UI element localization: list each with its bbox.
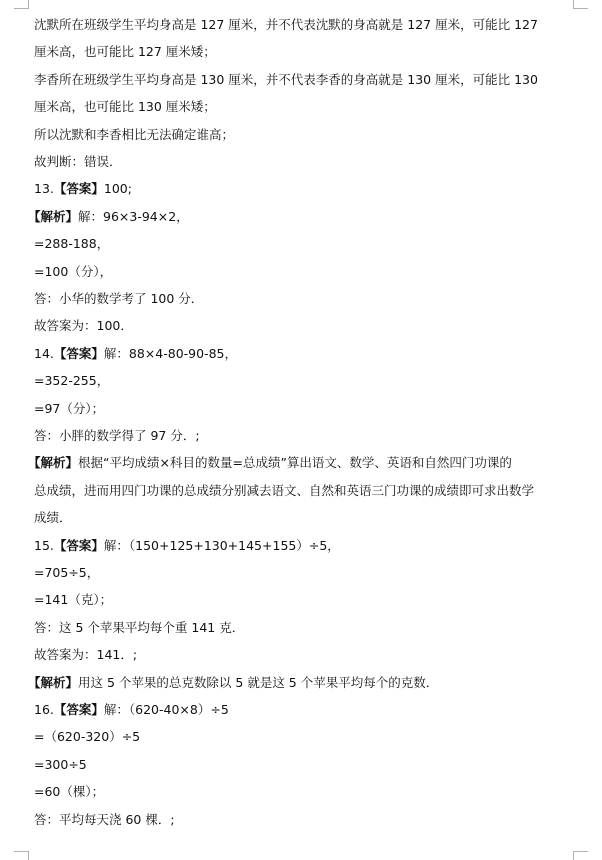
question-number: 13. [34,181,54,197]
line-text: =288-188， [34,236,110,252]
text-line [28,674,594,691]
text-line [34,44,594,60]
line-text: 沈默所在班级学生平均身高是 127 厘米，并不代表沈默的身高就是 127 厘米，可能比 127 [34,17,538,32]
text-line [34,483,594,499]
text-line [34,181,594,197]
line-text: 用这 5 个苹果的总克数除以 5 就是这 5 个苹果平均每个的克数． [78,674,439,690]
question-number: 14. [34,345,54,361]
line-text: 成绩． [34,510,72,526]
line-text: =（620-320）÷5 [34,729,141,745]
line-text: 解：88×4-80-90-85， [103,345,237,361]
text-line [28,208,594,225]
text-line [34,647,594,663]
text-line [34,72,594,88]
text-line [34,318,594,334]
text-line [34,346,594,362]
page-corner-mark [573,0,588,9]
line-text: 解：（150+125+130+145+155）÷5， [103,537,340,553]
text-line [34,17,594,33]
line-text: =141（克）； [34,592,113,608]
line-text: 100; [103,181,132,197]
text-line [34,757,594,773]
line-text: 故答案为：100． [34,318,133,334]
line-text: 厘米高，也可能比 127 厘米矮； [34,44,216,60]
line-text: 解：96×3-94×2， [78,208,189,224]
text-line [34,373,594,389]
text-line [34,154,594,170]
question-number: 16. [34,702,54,717]
line-text: 根据“平均成绩×科目的数量=总成绩”算出语文、数学、英语和自然四门功课的 [78,455,512,471]
line-text: 总成绩，进而用四门功课的总成绩分别减去语文、自然和英语三门功课的成绩即可求出数学 [34,482,535,498]
line-text: 厘米高，也可能比 130 厘米矮； [34,99,216,115]
text-line [34,510,594,526]
page-corner-mark [14,851,29,860]
line-text: 答：小华的数学考了 100 分． [34,291,204,306]
section-label: 【答案】 [53,537,104,553]
line-text: 故答案为：141．; [34,647,138,663]
line-text: 解：（620-40×8）÷5 [103,702,229,717]
line-text: =60（棵）； [34,784,105,800]
line-text: =352-255， [34,373,110,389]
line-text: 答：小胖的数学得了 97 分．; [34,428,200,443]
line-text: =100（分）， [34,263,113,279]
text-line [34,729,594,745]
text-line [34,592,594,608]
line-text: 所以沈默和李香相比无法确定谁高； [34,126,235,142]
text-line [28,455,594,471]
line-text: 答：这 5 个苹果平均每个重 141 克． [34,619,245,635]
line-text: 李香所在班级学生平均身高是 130 厘米，并不代表李香的身高就是 130 厘米，可能比 130 [34,71,538,87]
text-line [34,127,594,143]
text-line [34,291,594,307]
page-corner-mark [573,851,588,860]
line-text: =97（分）； [34,400,105,416]
line-text: =705÷5， [34,565,100,580]
page-corner-mark [14,0,29,9]
question-number: 15. [34,537,54,553]
text-line [34,812,594,828]
text-line [34,401,594,417]
section-label: 【答案】 [53,345,104,361]
section-label: 【解析】 [28,455,79,471]
section-label: 【答案】 [53,181,104,197]
text-line [34,565,594,581]
section-label: 【解析】 [28,674,79,690]
section-label: 【解析】 [28,208,79,224]
text-line [34,264,594,280]
text-line [34,538,594,554]
text-line [34,236,594,252]
text-line [34,428,594,444]
section-label: 【答案】 [53,702,104,717]
text-line [34,620,594,636]
text-line [34,99,594,115]
line-text: =300÷5 [34,756,87,772]
line-text: 故判断：错误． [34,154,122,169]
text-line [34,702,594,718]
line-text: 答：平均每天浇 60 棵．; [34,811,175,827]
text-line [34,784,594,800]
